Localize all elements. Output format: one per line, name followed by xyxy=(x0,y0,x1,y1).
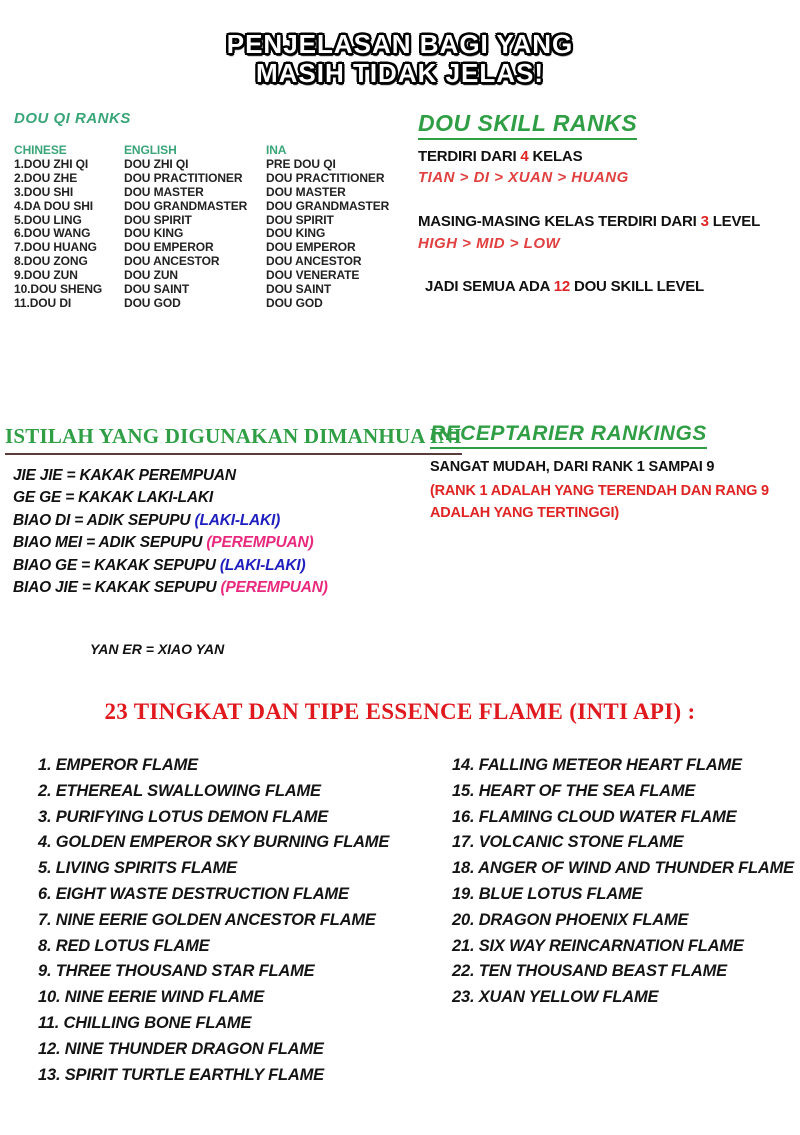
skill-total-count: 12 xyxy=(553,278,570,295)
term-item xyxy=(13,487,462,509)
flame-item: 3. PURIFYING LOTUS DEMON FLAME xyxy=(38,807,329,826)
cell-english: DOU ZUN xyxy=(124,268,178,283)
cell-english: DOU SAINT xyxy=(124,282,190,297)
cell-ina: DOU EMPEROR xyxy=(266,240,356,255)
cell-english: DOU PRACTITIONER xyxy=(124,170,243,185)
receptarier-line-1: SANGAT MUDAH, DARI RANK 1 SAMPAI 9 xyxy=(430,459,715,475)
cell-ina: DOU MASTER xyxy=(266,184,346,199)
cell-chinese: 3.DOU SHI xyxy=(14,184,74,199)
receptarier-line-2: (RANK 1 ADALAH YANG TERENDAH DAN RANG 9 xyxy=(430,483,769,499)
flame-list-left xyxy=(38,753,389,1088)
cell-english: DOU ANCESTOR xyxy=(124,254,220,269)
cell-ina: DOU GOD xyxy=(266,295,323,310)
flame-list-right xyxy=(452,753,794,1011)
flame-item: 4. GOLDEN EMPEROR SKY BURNING FLAME xyxy=(38,833,390,852)
term-note: (PEREMPUAN) xyxy=(206,534,314,552)
skill-level-order: HIGH > MID > LOW xyxy=(418,235,561,252)
skill-level-count: 3 xyxy=(700,213,709,230)
term-text: BIAO JIE = KAKAK SEPUPU xyxy=(13,579,221,597)
term-text: JIE JIE = KAKAK PEREMPUAN xyxy=(13,467,236,484)
cell-ina: DOU ANCESTOR xyxy=(266,254,362,269)
dou-qi-ranks-section xyxy=(14,110,406,311)
flame-item: 12. NINE THUNDER DRAGON FLAME xyxy=(38,1039,324,1058)
page-title-line-2: MASIH TIDAK JELAS! xyxy=(255,58,545,88)
term-text: BIAO MEI = ADIK SEPUPU xyxy=(13,534,207,552)
page-title xyxy=(0,30,800,88)
cell-ina: DOU SPIRIT xyxy=(266,212,334,227)
flame-item: 21. SIX WAY REINCARNATION FLAME xyxy=(452,936,744,955)
flame-item: 18. ANGER OF WIND AND THUNDER FLAME xyxy=(452,859,794,878)
cell-english: DOU SPIRIT xyxy=(124,212,192,227)
cell-ina: DOU GRANDMASTER xyxy=(266,198,390,213)
cell-english: DOU ZHI QI xyxy=(124,156,189,171)
cell-chinese: 2.DOU ZHE xyxy=(14,170,78,185)
flame-item: 9. THREE THOUSAND STAR FLAME xyxy=(38,962,315,981)
term-note: (LAKI-LAKI) xyxy=(219,556,306,574)
skill-total-suffix: DOU SKILL LEVEL xyxy=(569,278,705,295)
flame-item: 14. FALLING METEOR HEART FLAME xyxy=(452,756,742,774)
flames-heading: 23 TINGKAT DAN TIPE ESSENCE FLAME (INTI API) : xyxy=(104,699,696,724)
skill-total-prefix: JADI SEMUA ADA xyxy=(425,278,554,295)
dou-skill-ranks-heading: DOU SKILL RANKS xyxy=(418,110,637,140)
dou-qi-ranks-table xyxy=(14,144,406,311)
column-header-chinese: CHINESE xyxy=(14,143,67,157)
page-title-line-1: PENJELASAN BAGI YANG xyxy=(226,29,574,59)
cell-chinese: 8.DOU ZONG xyxy=(14,254,88,269)
column-header-english: ENGLISH xyxy=(124,143,177,157)
cell-chinese: 5.DOU LING xyxy=(14,212,82,227)
term-item xyxy=(13,510,462,532)
flame-item: 2. ETHEREAL SWALLOWING FLAME xyxy=(38,781,321,800)
skill-level-prefix: MASING-MASING KELAS TERDIRI DARI xyxy=(418,213,701,230)
cell-ina: DOU VENERATE xyxy=(266,268,360,283)
cell-english: DOU EMPEROR xyxy=(124,240,214,255)
skill-kelas-suffix: KELAS xyxy=(528,148,583,165)
flame-item: 1. EMPEROR FLAME xyxy=(38,756,198,774)
term-item xyxy=(13,555,462,577)
dou-qi-ranks-heading: DOU QI RANKS xyxy=(14,110,131,127)
term-text: BIAO DI = ADIK SEPUPU xyxy=(13,511,195,529)
term-item xyxy=(13,532,462,554)
term-text: GE GE = KAKAK LAKI-LAKI xyxy=(13,489,213,507)
istilah-heading: ISTILAH YANG DIGUNAKAN DIMANHUA INI xyxy=(5,424,462,455)
istilah-list xyxy=(5,465,462,599)
receptarier-heading: RECEPTARIER RANKINGS xyxy=(430,422,707,449)
flame-item: 16. FLAMING CLOUD WATER FLAME xyxy=(452,807,737,826)
receptarier-line-3: ADALAH YANG TERTINGGI) xyxy=(430,504,619,521)
cell-chinese: 9.DOU ZUN xyxy=(14,268,78,283)
flame-item: 7. NINE EERIE GOLDEN ANCESTOR FLAME xyxy=(38,910,376,929)
skill-kelas-order: TIAN > DI > XUAN > HUANG xyxy=(418,169,629,186)
flame-item: 13. SPIRIT TURTLE EARTHLY FLAME xyxy=(38,1065,324,1084)
cell-chinese: 4.DA DOU SHI xyxy=(14,198,94,213)
flame-item: 5. LIVING SPIRITS FLAME xyxy=(38,859,237,878)
cell-ina: DOU SAINT xyxy=(266,282,332,297)
yan-er-note: YAN ER = XIAO YAN xyxy=(90,641,225,657)
flame-item: 6. EIGHT WASTE DESTRUCTION FLAME xyxy=(38,884,349,903)
cell-chinese: 6.DOU WANG xyxy=(14,226,91,241)
skill-kelas-line xyxy=(418,148,788,165)
flame-item: 11. CHILLING BONE FLAME xyxy=(38,1013,252,1032)
cell-ina: PRE DOU QI xyxy=(266,156,336,171)
cell-ina: DOU KING xyxy=(266,226,326,241)
flame-item: 19. BLUE LOTUS FLAME xyxy=(452,884,643,903)
skill-kelas-count: 4 xyxy=(520,148,529,165)
skill-level-line xyxy=(418,213,788,230)
flame-item: 20. DRAGON PHOENIX FLAME xyxy=(452,910,689,929)
cell-english: DOU MASTER xyxy=(124,184,204,199)
flame-item: 15. HEART OF THE SEA FLAME xyxy=(452,781,696,800)
cell-chinese: 1.DOU ZHI QI xyxy=(14,156,89,171)
term-text: BIAO GE = KAKAK SEPUPU xyxy=(13,556,220,574)
cell-english: DOU GOD xyxy=(124,295,181,310)
flame-item: 8. RED LOTUS FLAME xyxy=(38,936,210,955)
term-item xyxy=(13,465,462,487)
skill-total-line xyxy=(418,278,788,295)
istilah-section xyxy=(5,424,462,599)
cell-english: DOU KING xyxy=(124,226,184,241)
dou-skill-ranks-section xyxy=(418,110,788,295)
term-note: (PEREMPUAN) xyxy=(220,579,328,597)
receptarier-section xyxy=(430,422,790,524)
cell-english: DOU GRANDMASTER xyxy=(124,198,248,213)
term-item xyxy=(13,577,462,599)
skill-kelas-prefix: TERDIRI DARI xyxy=(418,148,521,165)
cell-ina: DOU PRACTITIONER xyxy=(266,170,385,185)
flame-item: 10. NINE EERIE WIND FLAME xyxy=(38,988,265,1007)
column-header-ina: INA xyxy=(266,143,287,157)
cell-chinese: 10.DOU SHENG xyxy=(14,282,103,297)
skill-level-suffix: LEVEL xyxy=(708,213,761,230)
flame-item: 22. TEN THOUSAND BEAST FLAME xyxy=(452,962,727,981)
flame-item: 23. XUAN YELLOW FLAME xyxy=(452,988,659,1007)
cell-chinese: 7.DOU HUANG xyxy=(14,240,97,255)
flame-item: 17. VOLCANIC STONE FLAME xyxy=(452,833,684,852)
cell-chinese: 11.DOU DI xyxy=(14,295,72,310)
term-note: (LAKI-LAKI) xyxy=(194,511,281,529)
